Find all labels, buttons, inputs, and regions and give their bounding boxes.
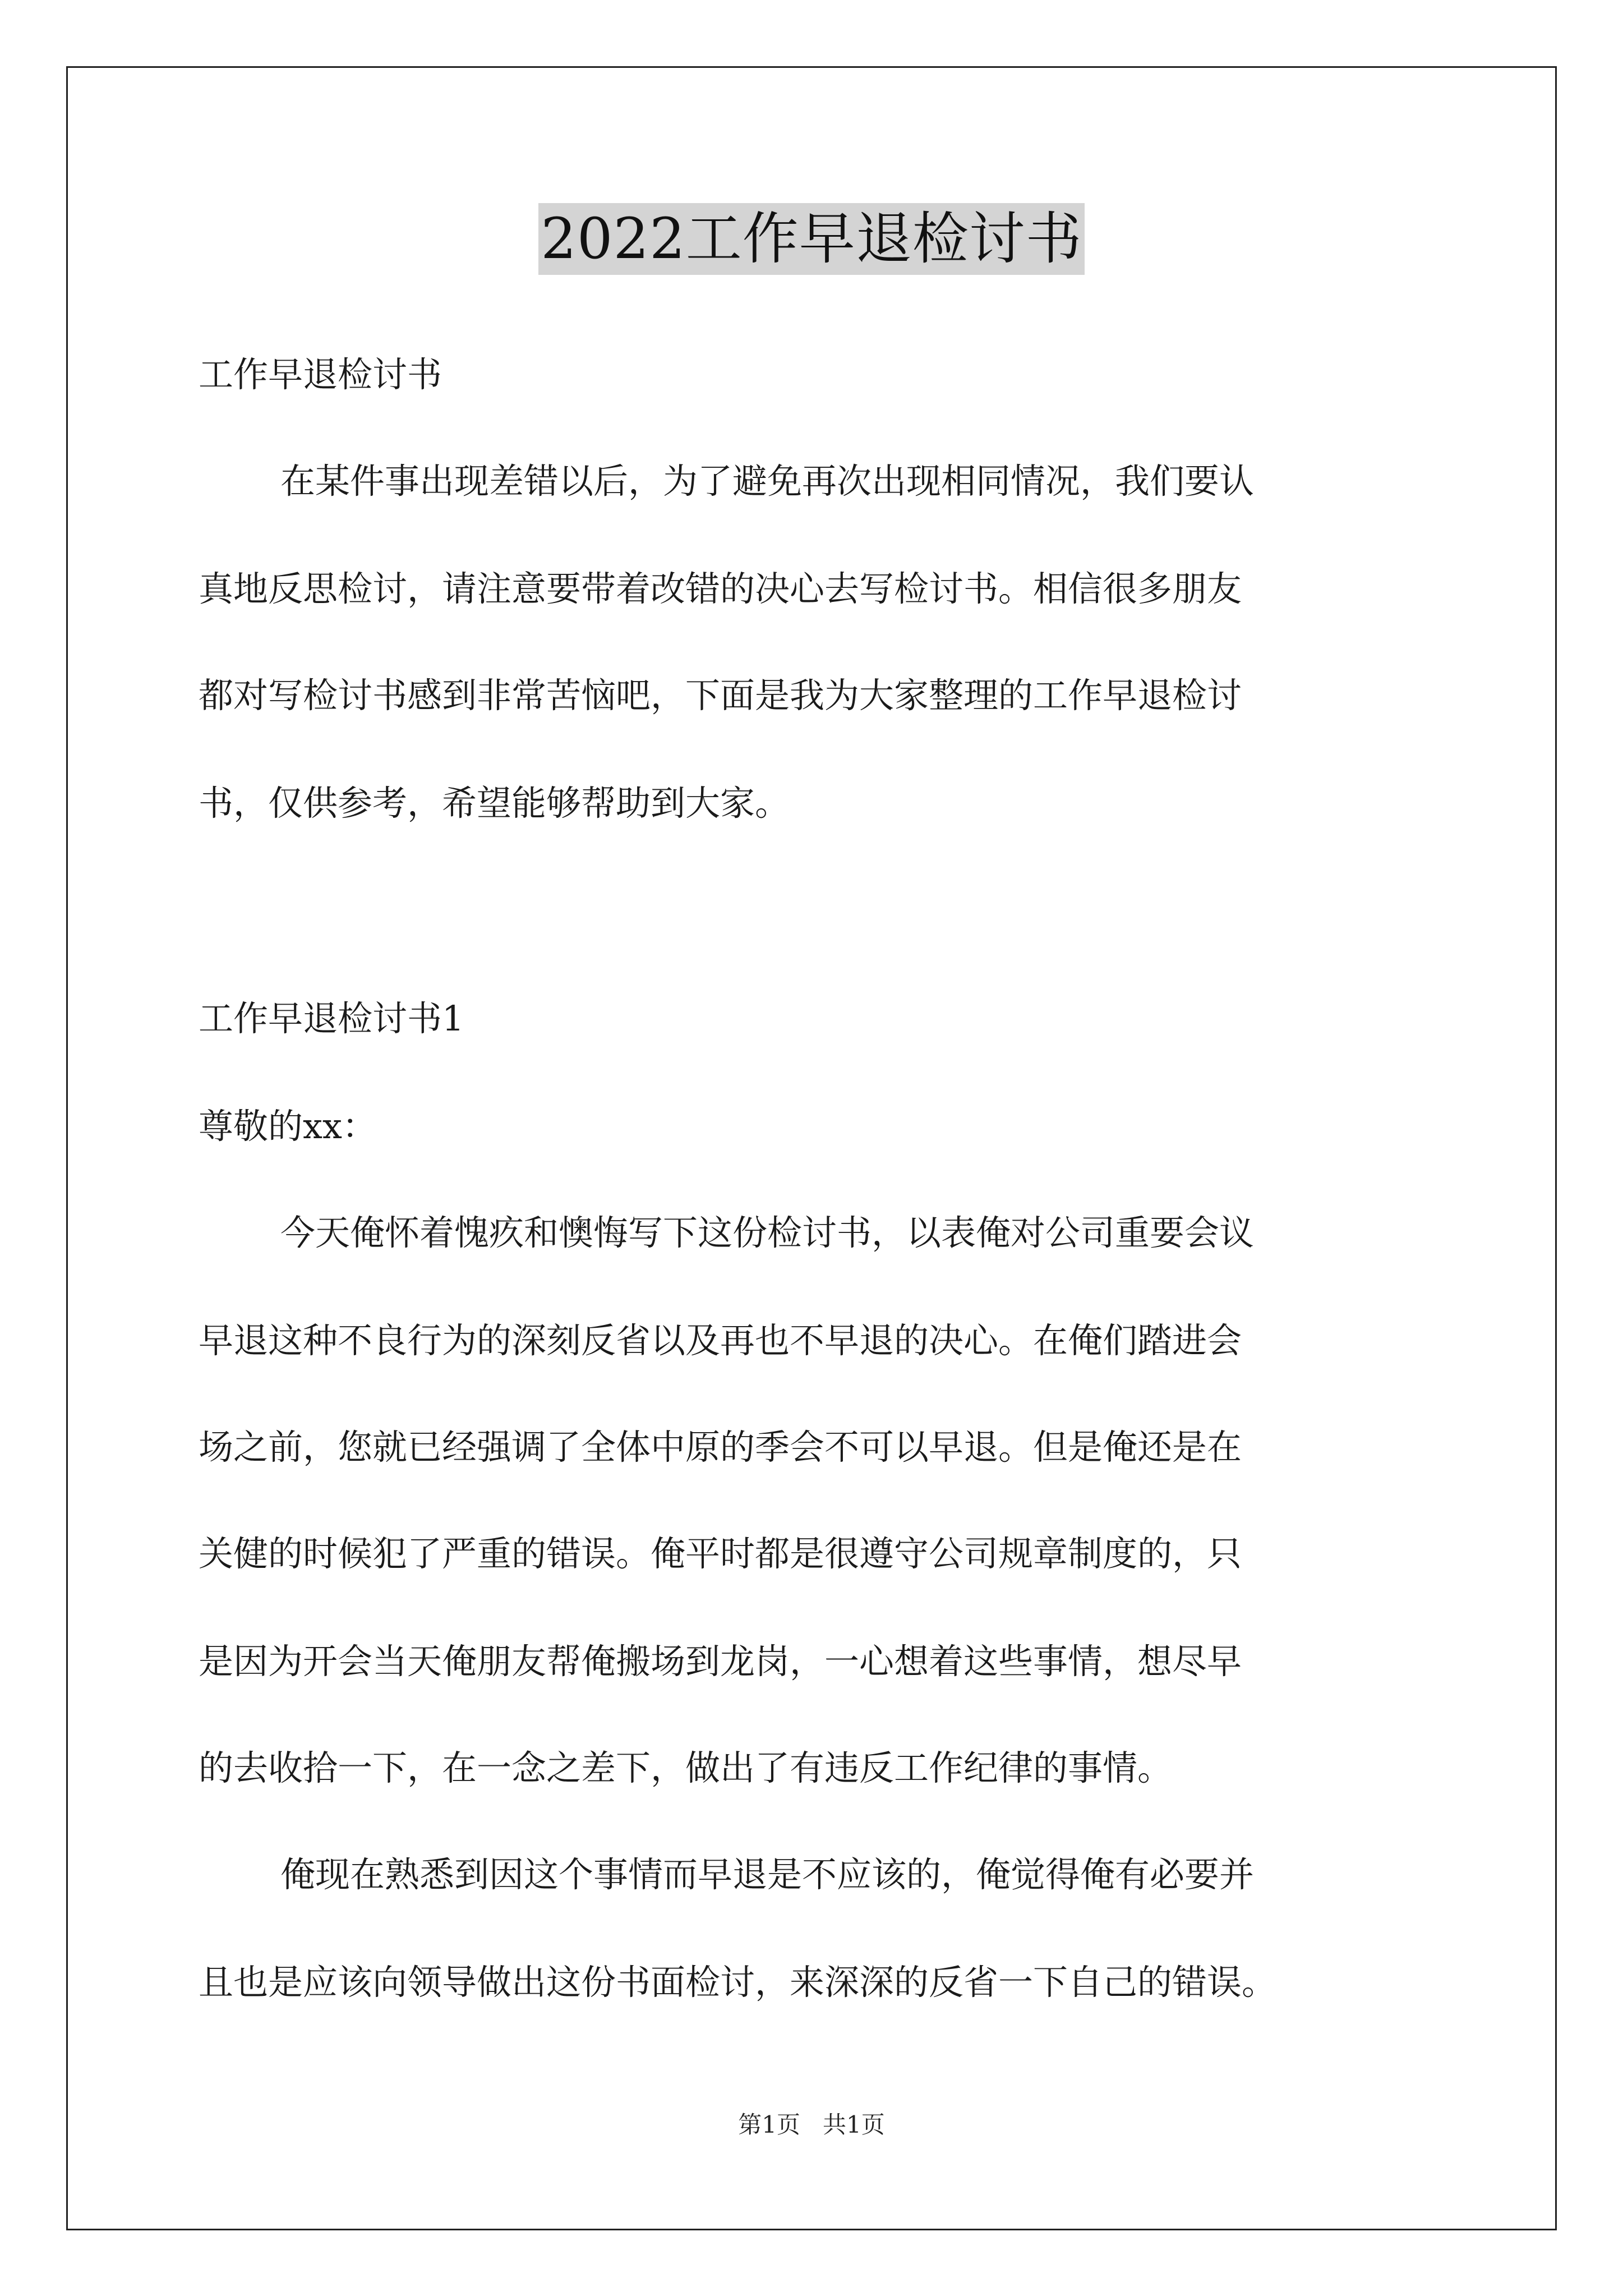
intro-paragraph-line: 真地反思检讨，请注意要带着改错的决心去写检讨书。相信很多朋友 <box>199 568 1242 609</box>
body-paragraph-line: 场之前，您就已经强调了全体中原的季会不可以早退。但是俺还是在 <box>199 1427 1242 1467</box>
intro-paragraph-line: 都对写检讨书感到非常苦恼吧，下面是我为大家整理的工作早退检讨 <box>199 675 1242 716</box>
page-number-footer: 第1页 共1页 <box>738 2111 885 2138</box>
body-paragraph-line: 是因为开会当天俺朋友帮俺搬场到龙岗，一心想着这些事情，想尽早 <box>199 1641 1242 1682</box>
body-paragraph-line: 且也是应该向领导做出这份书面检讨，来深深的反省一下自己的错误。 <box>199 1962 1277 2003</box>
body-paragraph-line: 俺现在熟悉到因这个事情而早退是不应该的，俺觉得俺有必要并 <box>280 1854 1255 1895</box>
body-paragraph-line: 的去收拾一下，在一念之差下，做出了有违反工作纪律的事情。 <box>199 1747 1173 1788</box>
section-heading: 工作早退检讨书1 <box>199 998 464 1039</box>
salutation: 尊敬的xx： <box>199 1106 377 1147</box>
document-title: 2022工作早退检讨书 <box>538 203 1085 275</box>
body-paragraph-line: 今天俺怀着愧疚和懊悔写下这份检讨书，以表俺对公司重要会议 <box>280 1212 1255 1253</box>
body-paragraph-line: 早退这种不良行为的深刻反省以及再也不早退的决心。在俺们踏进会 <box>199 1320 1242 1361</box>
intro-paragraph-line: 书，仅供参考，希望能够帮助到大家。 <box>199 783 790 823</box>
subtitle-line: 工作早退检讨书 <box>199 354 442 395</box>
body-paragraph-line: 关健的时候犯了严重的错误。俺平时都是很遵守公司规章制度的，只 <box>199 1533 1242 1574</box>
title-container <box>0 203 1623 275</box>
intro-paragraph-line: 在某件事出现差错以后，为了避免再次出现相同情况，我们要认 <box>280 461 1255 501</box>
